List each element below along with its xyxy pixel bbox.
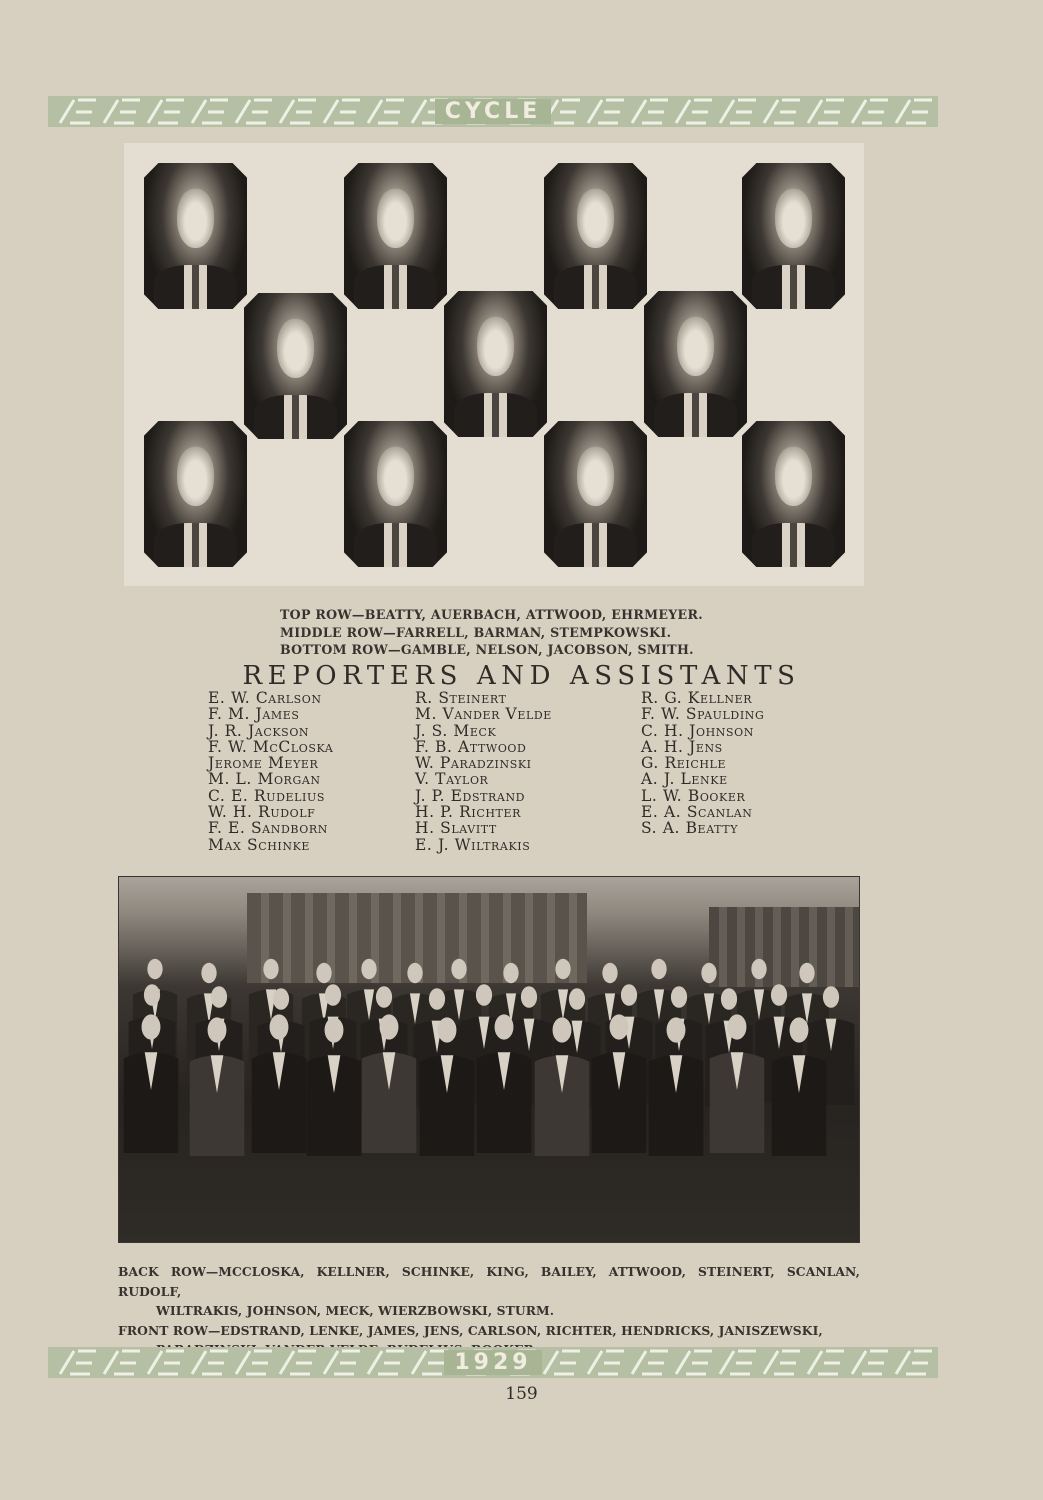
band-chevron <box>676 1351 712 1374</box>
reporter-name: H. Slavitt <box>415 819 497 838</box>
caption-middle-row: MIDDLE ROW—FARRELL, BARMAN, STEMPKOWSKI. <box>280 624 672 640</box>
reporter-name: R. G. Kellner <box>641 689 753 707</box>
portrait-photo <box>144 421 247 567</box>
reporter-name: F. B. Attwood <box>415 737 527 756</box>
band-emblem: CYCLE <box>435 99 551 124</box>
portrait-photo <box>742 163 845 309</box>
band-chevron <box>236 1351 272 1374</box>
reporters-column-1 <box>208 690 333 853</box>
band-chevron <box>632 100 668 123</box>
band-chevron <box>764 100 800 123</box>
band-chevron <box>60 1351 96 1374</box>
reporter-name: C. H. Johnson <box>641 721 754 740</box>
portrait-photo <box>544 421 647 567</box>
band-chevron <box>280 100 316 123</box>
reporter-name: J. S. Meck <box>415 721 497 740</box>
reporter-name: C. E. Rudelius <box>208 786 325 805</box>
band-chevron <box>148 100 184 123</box>
band-chevron <box>852 100 888 123</box>
reporter-name: W. Paradzinski <box>415 754 532 773</box>
band-chevron <box>676 100 712 123</box>
band-chevron <box>280 1351 316 1374</box>
band-chevron <box>764 1351 800 1374</box>
caption-back-row-continued: WILTRAKIS, JOHNSON, MECK, WIERZBOWSKI, STURM. <box>156 1303 555 1318</box>
reporter-name: J. P. Edstrand <box>415 786 526 805</box>
reporter-name: A. J. Lenke <box>641 770 728 789</box>
reporter-name: E. J. Wiltrakis <box>415 835 531 854</box>
reporter-name: J. R. Jackson <box>208 721 310 740</box>
caption-bottom-row: BOTTOM ROW—GAMBLE, NELSON, JACOBSON, SMITH. <box>280 642 694 657</box>
band-chevron <box>104 1351 140 1374</box>
band-chevron <box>192 1351 228 1374</box>
reporter-name: G. Reichle <box>641 754 727 773</box>
portrait-photo <box>444 291 547 437</box>
reporters-column-2 <box>415 690 552 853</box>
reporter-name: F. W. McCloska <box>208 737 334 756</box>
band-chevron <box>720 1351 756 1374</box>
reporter-name: V. Taylor <box>415 770 489 789</box>
band-chevron <box>588 100 624 123</box>
reporter-name: E. A. Scanlan <box>641 803 753 822</box>
reporter-name: F. E. Sandborn <box>208 819 328 838</box>
portrait-photo <box>244 293 347 439</box>
band-chevron <box>368 100 404 123</box>
portrait-photo <box>644 291 747 437</box>
header-band <box>48 96 938 127</box>
group-photo <box>118 876 860 1243</box>
caption-top-row: TOP ROW—BEATTY, AUERBACH, ATTWOOD, EHRMEYER. <box>280 607 703 622</box>
band-chevron <box>104 100 140 123</box>
band-chevron <box>720 100 756 123</box>
band-chevron <box>368 1351 404 1374</box>
reporter-name: Jerome Meyer <box>208 754 319 773</box>
band-chevron <box>324 1351 360 1374</box>
band-chevron <box>896 1351 932 1374</box>
reporter-name: W. H. Rudolf <box>208 803 316 822</box>
portrait-photo <box>144 163 247 309</box>
band-chevron <box>236 100 272 123</box>
caption-back-row: BACK ROW—MCCLOSKA, KELLNER, SCHINKE, KING, BAILEY, ATTWOOD, STEINERT, SCANLAN, RUDOLF, <box>118 1264 860 1299</box>
band-chevron <box>412 1351 448 1374</box>
reporter-name: M. Vander Velde <box>415 705 552 724</box>
band-chevron <box>588 1351 624 1374</box>
portrait-photo <box>344 421 447 567</box>
reporter-name: E. W. Carlson <box>208 689 322 707</box>
band-year: 1929 <box>444 1350 541 1375</box>
portrait-panel <box>124 143 864 586</box>
portrait-photo <box>742 421 845 567</box>
reporter-name: H. P. Richter <box>415 803 521 822</box>
reporter-name: A. H. Jens <box>641 737 723 756</box>
page-number: 159 <box>505 1384 538 1404</box>
reporter-name: F. W. Spaulding <box>641 705 765 724</box>
caption-front-row: FRONT ROW—EDSTRAND, LENKE, JAMES, JENS, CARLSON, RICHTER, HENDRICKS, JANISZEWSKI, <box>118 1322 823 1338</box>
reporter-name: L. W. Booker <box>641 786 746 805</box>
band-chevron <box>896 100 932 123</box>
section-title: REPORTERS AND ASSISTANTS <box>242 661 801 691</box>
band-chevron <box>808 1351 844 1374</box>
reporter-name: R. Steinert <box>415 689 507 707</box>
band-chevron <box>148 1351 184 1374</box>
band-chevron <box>808 100 844 123</box>
band-chevron <box>544 1351 580 1374</box>
group-figures <box>119 877 860 1243</box>
portrait-photo <box>544 163 647 309</box>
portrait-photo <box>344 163 447 309</box>
reporter-name: F. M. James <box>208 705 300 724</box>
reporter-name: M. L. Morgan <box>208 770 321 789</box>
reporters-column-3 <box>641 690 764 837</box>
footer-band <box>48 1347 938 1378</box>
band-chevron <box>192 100 228 123</box>
band-chevron <box>60 100 96 123</box>
band-chevron <box>632 1351 668 1374</box>
reporter-name: Max Schinke <box>208 835 311 854</box>
band-chevron <box>852 1351 888 1374</box>
portraits-caption <box>280 606 703 659</box>
band-chevron <box>324 100 360 123</box>
reporter-name: S. A. Beatty <box>641 819 739 838</box>
group-caption <box>118 1262 860 1360</box>
